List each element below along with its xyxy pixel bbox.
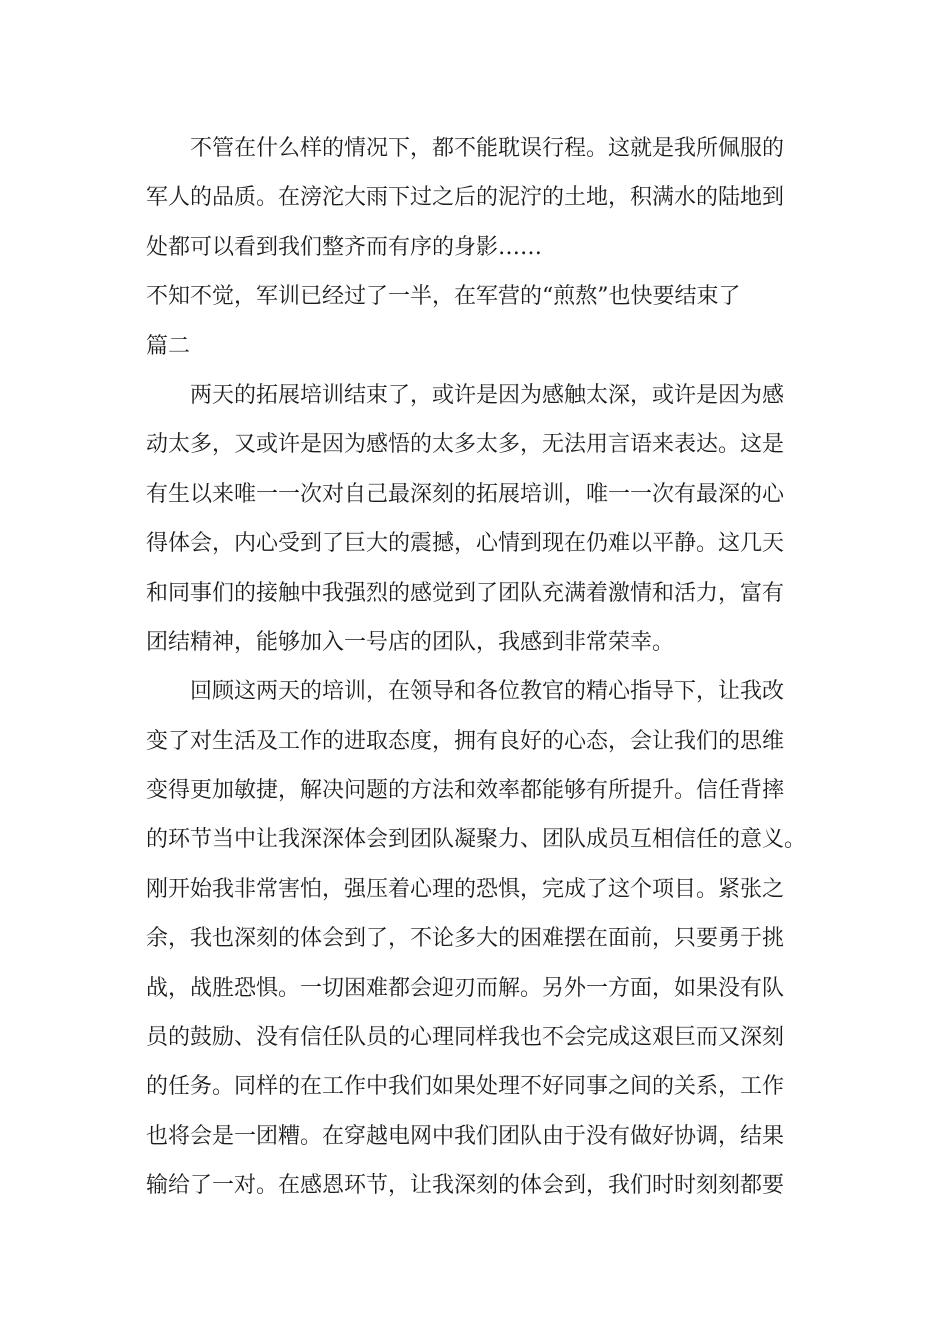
text-line: 不管在什么样的情况下，都不能耽误行程。这就是我所佩服的: [190, 136, 785, 161]
text-line: 输给了一对。在感恩环节，让我深刻的体会到，我们时时刻刻都要: [146, 1173, 785, 1199]
text-line: 两天的拓展培训结束了，或许是因为感触太深，或许是因为感: [190, 382, 785, 408]
text-line: 得体会，内心受到了巨大的震撼，心情到现在仍难以平静。这几天: [146, 531, 785, 557]
text-line: 篇二: [146, 333, 191, 359]
text-line: 的任务。同样的在工作中我们如果处理不好同事之间的关系，工作: [146, 1074, 785, 1100]
text-line: 也将会是一团糟。在穿越电网中我们团队由于没有做好协调，结果: [146, 1123, 785, 1149]
text-line: 团结精神，能够加入一号店的团队，我感到非常荣幸。: [146, 629, 675, 655]
text-line: 战，战胜恐惧。一切困难都会迎刃而解。另外一方面，如果没有队: [146, 975, 785, 1001]
text-line: 处都可以看到我们整齐而有序的身影……: [146, 234, 543, 260]
text-line: 和同事们的接触中我强烈的感觉到了团队充满着激情和活力，富有: [146, 580, 785, 606]
text-line: 员的鼓励、没有信任队员的心理同样我也不会完成这艰巨而又深刻: [146, 1025, 785, 1051]
text-line: 变了对生活及工作的进取态度，拥有良好的心态，会让我们的思维: [146, 728, 785, 754]
text-line: 动太多，又或许是因为感悟的太多太多，无法用言语来表达。这是: [146, 432, 785, 458]
text-line: 不知不觉，军训已经过了一半，在军营的“煎熬”也快要结束了: [146, 284, 741, 310]
text-line: 有生以来唯一一次对自己最深刻的拓展培训，唯一一次有最深的心: [146, 481, 785, 507]
text-line: 刚开始我非常害怕，强压着心理的恐惧，完成了这个项目。紧张之: [146, 876, 785, 902]
text-line: 余，我也深刻的体会到了，不论多大的困难摆在面前，只要勇于挑: [146, 926, 785, 952]
text-line: 回顾这两天的培训，在领导和各位教官的精心指导下，让我改: [190, 679, 785, 705]
text-line: 变得更加敏捷，解决问题的方法和效率都能够有所提升。信任背摔: [146, 778, 785, 804]
document-body: [146, 124, 808, 1211]
text-line: 的环节当中让我深深体会到团队凝聚力、团队成员互相信任的意义。: [146, 827, 807, 853]
text-line: 军人的品质。在滂沱大雨下过之后的泥泞的土地，积满水的陆地到: [146, 185, 785, 211]
